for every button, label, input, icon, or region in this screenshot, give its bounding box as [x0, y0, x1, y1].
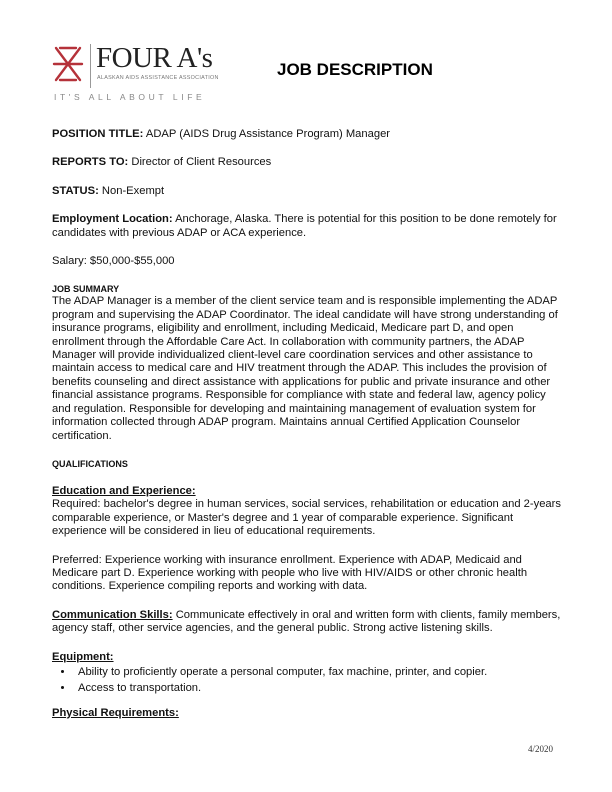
education-heading: Education and Experience: — [52, 484, 196, 497]
employment-location-value: Anchorage, Alaska. There is potential for this position to be done remotely for candidates with previous ADAP or ACA experience. — [52, 213, 557, 239]
revision-date: 4/2020 — [528, 744, 554, 754]
job-summary-heading: JOB SUMMARY — [52, 284, 120, 295]
four-as-emblem-icon — [52, 44, 84, 84]
reports-to-value: Director of Client Resources — [128, 156, 272, 169]
qualifications-heading: QUALIFICATIONS — [52, 458, 128, 469]
reports-to-field — [52, 156, 562, 169]
logo-tagline: IT'S ALL ABOUT LIFE — [54, 92, 206, 102]
communication-skills-text: Communicate effectively in oral and written form with clients, family members, agency staff, other service agencies, and the general public. Strong active listening skills. — [52, 608, 561, 635]
document-body — [52, 128, 562, 720]
employment-location-label: Employment Location: — [52, 213, 173, 226]
logo-subtitle: ALASKAN AIDS ASSISTANCE ASSOCIATION — [97, 75, 219, 81]
logo-name: FOUR A's — [96, 42, 213, 74]
salary-field: Salary: $50,000-$55,000 — [52, 255, 175, 268]
document-title: JOB DESCRIPTION — [277, 60, 433, 79]
reports-to-label: REPORTS TO: — [52, 156, 129, 169]
list-item: • Access to transportation. — [74, 682, 562, 695]
organization-logo — [52, 42, 232, 104]
status-field — [52, 185, 562, 198]
position-title-label: POSITION TITLE: — [52, 128, 144, 140]
communication-skills-heading: Communication Skills: — [52, 608, 173, 621]
employment-location-field — [52, 213, 562, 240]
preferred-text: Preferred: Experience working with insurance enrollment. Experience with ADAP, Medicaid and Medicare part D. Experience working with people who live with HIV/AIDS or other chronic health conditions. Experience compiling reports and working with data. — [52, 553, 528, 593]
required-text: Required: bachelor's degree in human services, social services, rehabilitation or education and 2-years comparable experience, or Master's degree and 1 year of comparable experience. Significant experience will be considered in lieu of educational requirements. — [52, 498, 561, 538]
list-item: • Ability to proficiently operate a personal computer, fax machine, printer, and copier. — [74, 666, 562, 679]
equipment-list — [52, 666, 562, 696]
equipment-heading: Equipment: — [52, 650, 114, 663]
physical-requirements-heading: Physical Requirements: — [52, 706, 179, 719]
position-title-value: ADAP (AIDS Drug Assistance Program) Manager — [143, 128, 391, 140]
status-label: STATUS: — [52, 184, 99, 197]
logo-divider — [90, 44, 91, 88]
communication-skills-paragraph — [52, 609, 562, 636]
position-title-field — [52, 128, 562, 141]
job-summary-text: The ADAP Manager is a member of the client service team and is responsible implementing the ADAP program and supervising the ADAP Coordinator. The ideal candidate will have strong understanding of insurance programs, eligibility and enrollment, including Medicaid, Medicare part D, and open enrollment through the Affordable Care Act. In collaboration with community partners, the ADAP Manager will provide individualized client-level care coordination services and other assistance to maintain access to medical care and HIV treatment through the ADAP. This includes the provision of benefits counseling and direct assistance with applications for public and private insurance and other financial assistance programs. Responsible for compliance with state and federal law, agency policy and regulation. Responsible for developing and maintaining management of evaluation system for information collected through ADAP program. Maintains annual Certified Application Counselor certification. — [52, 295, 558, 442]
status-value: Non-Exempt — [98, 184, 165, 197]
